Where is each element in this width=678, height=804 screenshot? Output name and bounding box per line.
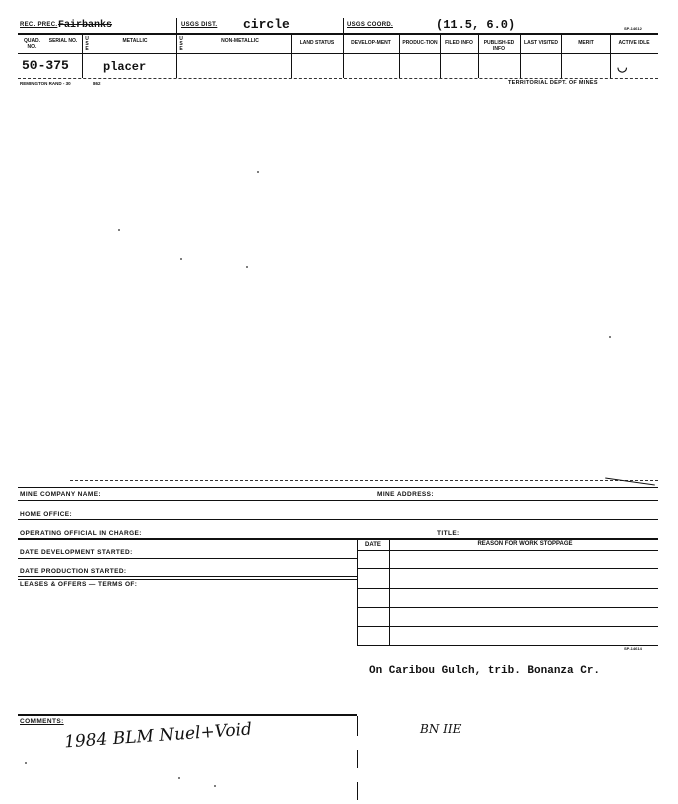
col-metallic: METALLIC xyxy=(122,38,148,44)
scan-speck xyxy=(180,258,182,260)
col-production: PRODUC-TION xyxy=(402,40,438,46)
scan-speck xyxy=(609,336,611,338)
reason-col-header: REASON FOR WORK STOPPAGE xyxy=(477,541,573,547)
operating-official-label: OPERATING OFFICIAL IN CHARGE: xyxy=(20,530,142,537)
date-production-label: DATE PRODUCTION STARTED: xyxy=(20,568,127,575)
metallic-value: placer xyxy=(103,60,147,74)
form-number-bottom: SP-14614 xyxy=(624,646,642,651)
leases-label: LEASES & OFFERS — TERMS OF: xyxy=(20,581,138,588)
col-active-idle: ACTIVE IDLE xyxy=(618,40,650,46)
quad-serial-value: 50-375 xyxy=(22,58,69,73)
col-land-status: LAND STATUS xyxy=(299,40,335,46)
col-published-info: PUBLISH-ED INFO xyxy=(483,40,515,52)
col-last-visited: LAST VISITED xyxy=(524,40,558,46)
scan-speck xyxy=(246,266,248,268)
col-quad: QUAD. NO. xyxy=(23,38,41,50)
home-office-label: HOME OFFICE: xyxy=(20,511,73,518)
comments-handwritten: 1984 BLM Nuel+Void xyxy=(63,719,253,753)
col-use-1: USE xyxy=(85,36,89,52)
scan-speck xyxy=(118,229,120,231)
scan-speck xyxy=(214,785,216,787)
mine-address-label: MINE ADDRESS: xyxy=(377,491,434,498)
rec-prec-label: REC. PREC. xyxy=(20,22,58,28)
footer-left: REMINGTON RAND - 30 xyxy=(20,81,71,86)
col-development: DEVELOP-MENT xyxy=(351,40,391,46)
mine-company-label: MINE COMPANY NAME: xyxy=(20,491,101,498)
usgs-coord-label: USGS COORD. xyxy=(347,22,393,28)
scan-speck xyxy=(257,171,259,173)
col-use-2: USE xyxy=(179,36,183,52)
form-number-top: SP-14612 xyxy=(624,26,642,31)
rec-prec-value: Fairbanks xyxy=(58,20,113,31)
usgs-dist-label: USGS DIST. xyxy=(181,22,218,28)
comments-label: COMMENTS: xyxy=(20,718,64,725)
col-serial: SERIAL NO. xyxy=(48,38,78,44)
margin-handwritten: BN IIE xyxy=(420,722,462,736)
active-idle-mark: ◡ xyxy=(617,60,628,74)
col-filed-info: FILED INFO xyxy=(445,40,473,46)
date-development-label: DATE DEVELOPMENT STARTED: xyxy=(20,549,133,556)
usgs-coord-value: (11.5, 6.0) xyxy=(436,18,516,32)
date-col-header: DATE xyxy=(365,542,381,548)
location-note: On Caribou Gulch, trib. Bonanza Cr. xyxy=(369,665,601,677)
col-nonmetallic: NON-METALLIC xyxy=(221,38,259,44)
footer-right: TERRITORIAL DEPT. OF MINES xyxy=(508,80,598,86)
usgs-dist-value: circle xyxy=(243,17,290,32)
footer-code: 862 xyxy=(93,81,101,86)
title-label: TITLE: xyxy=(437,530,460,537)
col-merit: MERIT xyxy=(578,40,594,46)
scan-speck xyxy=(25,762,27,764)
scan-speck xyxy=(178,777,180,779)
